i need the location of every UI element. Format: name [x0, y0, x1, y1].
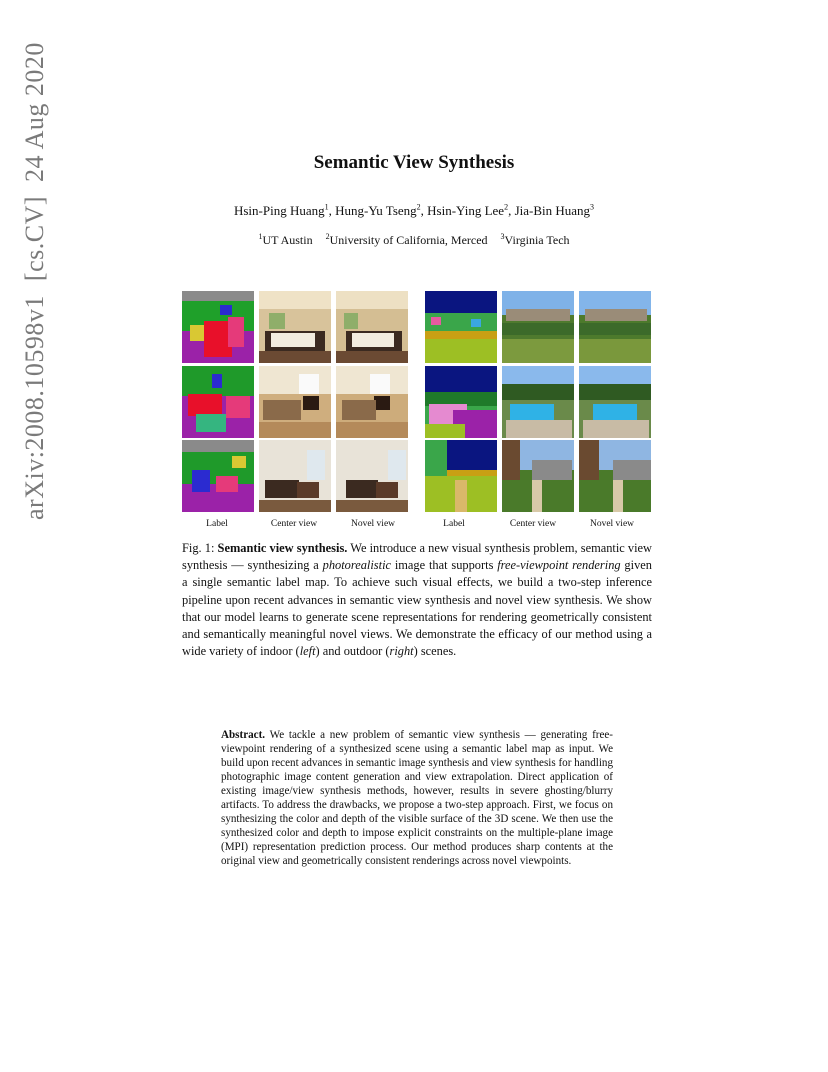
paper-title: Semantic View Synthesis: [313, 152, 515, 173]
outdoor-center-view: [502, 440, 574, 512]
column-label: Label: [443, 519, 465, 529]
affil-mark: 3: [500, 232, 505, 241]
indoor-label-map: [182, 440, 254, 512]
caption-emphasis: left: [299, 644, 316, 659]
caption-emphasis: right: [389, 644, 414, 659]
affiliation-list: [0, 233, 828, 248]
column-label: Novel view: [350, 519, 396, 529]
caption-text: image that supports: [391, 558, 498, 573]
caption-emphasis: photorealistic: [322, 558, 392, 573]
outdoor-novel-view: [579, 440, 651, 512]
affiliation: Virginia Tech: [504, 233, 570, 247]
figure-image-grid: [182, 291, 652, 513]
outdoor-center-view: [502, 366, 574, 438]
column-label: Label: [206, 519, 228, 529]
column-label: Novel view: [589, 519, 635, 529]
abstract: [221, 728, 613, 868]
indoor-novel-view: [336, 291, 408, 363]
affiliation: University of California, Merced: [329, 233, 488, 247]
outdoor-novel-view: [579, 366, 651, 438]
outdoor-novel-view: [579, 291, 651, 363]
author-list: Hsin-Ping Huang$^1$, Hung-Yu Tseng$^2$, Hsin-Ying Lee$^2$, Jia-Bin Huang$^3$: [233, 202, 595, 218]
author-affil-mark: 2: [416, 202, 421, 212]
indoor-novel-view: [336, 440, 408, 512]
author-affil-mark: 3: [590, 202, 595, 212]
caption-text: given a single semantic label map. To achieve such visual effects, we build a two-step inference pipeline upon recent advances in semantic view synthesis and novel view synthesis. We show that our model learns to generate scene representations for rendering geometrically consistent and semantically meaningful novel views. We demonstrate the efficacy of our method using a wide variety of indoor (: [182, 558, 652, 659]
indoor-label-map: [182, 366, 254, 438]
outdoor-label-map: [425, 291, 497, 363]
figure-number: Fig. 1:: [182, 541, 215, 555]
indoor-center-view: [259, 440, 331, 512]
arxiv-date: 24 Aug 2020: [20, 42, 49, 182]
affil-mark: 2: [325, 232, 330, 241]
outdoor-label-map: [425, 366, 497, 438]
abstract-body: We tackle a new problem of semantic view synthesis — generating free-viewpoint rendering of a synthesized scene using a semantic label map as input. We build upon recent advances in semantic image synthesis and view synthesis for handling photographic image content generation and view extrapolation. Direct application of existing image/view synthesis methods, however, results in severe ghosting/blurry artifacts. To address the drawbacks, we propose a two-step approach. First, we focus on synthesizing the color and depth of the visible surface of the 3D scene. We then use the synthesized color and depth to impose explicit constraints on the multiple-plane image (MPI) representation prediction process. Our method produces sharp contents at the original view and geometrically consistent renderings across novel viewpoints.: [221, 729, 613, 868]
caption-bold-lead: Semantic view synthesis.: [217, 541, 348, 555]
author: Hsin-Ping Huang: [233, 203, 325, 218]
indoor-center-view: [259, 366, 331, 438]
author-affil-mark: 1: [324, 202, 329, 212]
affil-mark: 1: [258, 232, 263, 241]
caption-text: We introduce a new visual synthesis problem, semantic view synthesis — synthesizing a: [182, 541, 652, 573]
arxiv-id: arXiv:2008.10598v1: [20, 295, 49, 520]
column-label: Center view: [270, 519, 318, 529]
indoor-novel-view: [336, 366, 408, 438]
outdoor-center-view: [502, 291, 574, 363]
indoor-center-view: [259, 291, 331, 363]
indoor-label-map: [182, 291, 254, 363]
arxiv-side-stamp: [20, 42, 50, 520]
author-affil-mark: 2: [504, 202, 509, 212]
arxiv-category: [cs.CV]: [20, 195, 49, 282]
affiliation: UT Austin: [262, 233, 313, 247]
abstract-heading: Abstract.: [221, 729, 266, 741]
outdoor-label-map: [425, 440, 497, 512]
caption-emphasis: free-viewpoint rendering: [497, 558, 621, 573]
author: Jia-Bin Huang: [514, 203, 591, 218]
author: Hung-Yu Tseng: [335, 203, 417, 218]
column-label: Center view: [509, 519, 557, 529]
caption-text: ) and outdoor (: [315, 644, 390, 659]
caption-text: ) scenes.: [413, 644, 457, 659]
author: Hsin-Ying Lee: [427, 203, 505, 218]
figure-caption: [182, 540, 652, 660]
